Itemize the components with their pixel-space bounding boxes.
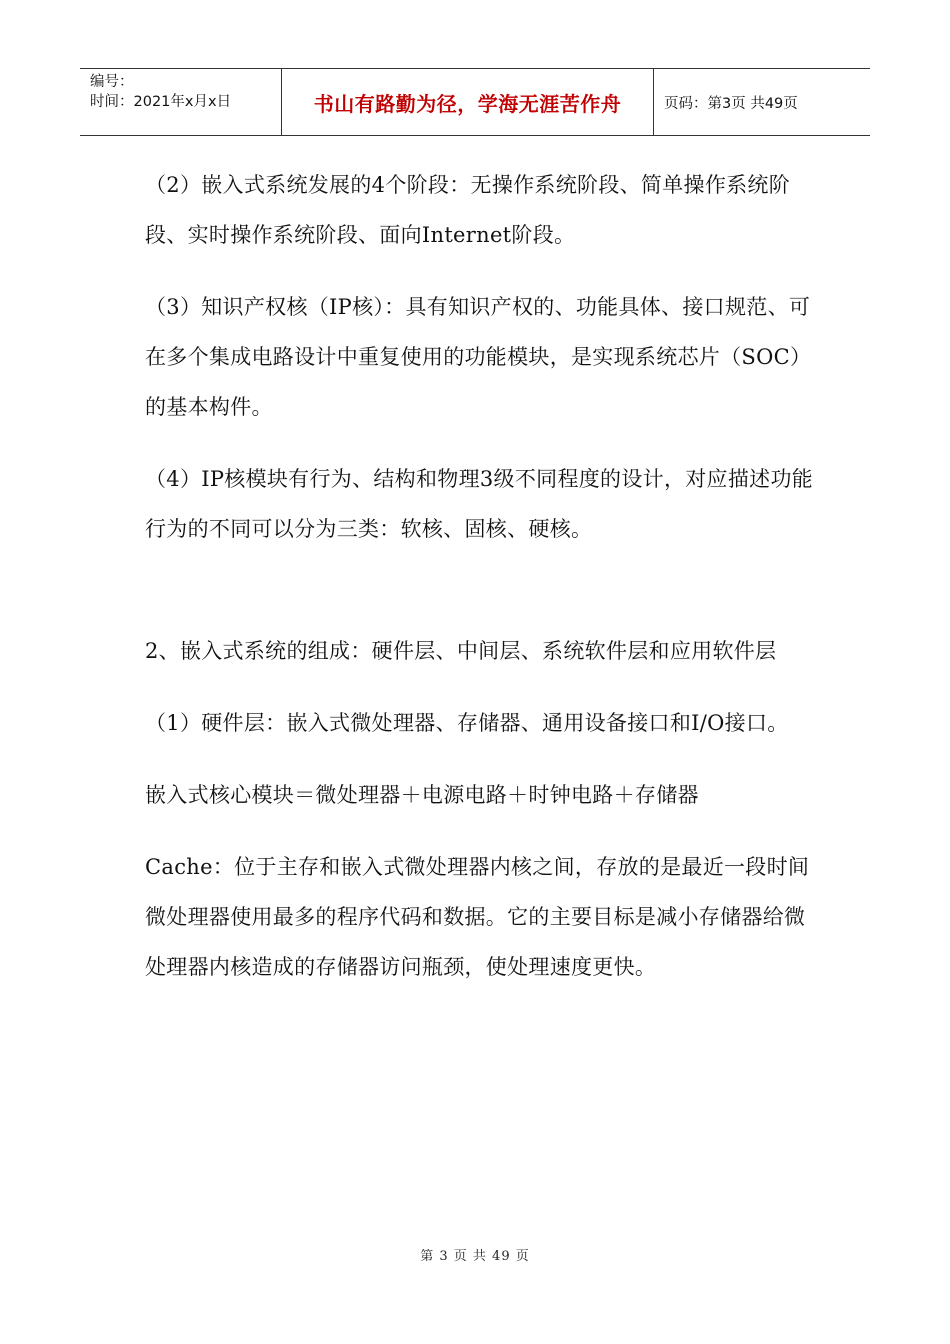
paragraph-dev-stages: （2）嵌入式系统发展的4个阶段：无操作系统阶段、简单操作系统阶段、实时操作系统阶段、面向Internet阶段。 — [145, 173, 791, 247]
document-date: 时间：2021年x月x日 — [90, 94, 232, 110]
page-header — [80, 68, 870, 136]
paragraph-ip-core: （3）知识产权核（IP核）：具有知识产权的、功能具体、接口规范、可在多个集成电路设计中重复使用的功能模块，是实现系统芯片（SOC）的基本构件。 — [145, 295, 812, 419]
paragraph-hardware-layer: （1）硬件层：嵌入式微处理器、存储器、通用设备接口和I/O接口。 — [145, 711, 789, 735]
paragraph-system-composition: 2、嵌入式系统的组成：硬件层、中间层、系统软件层和应用软件层 — [145, 639, 777, 663]
page-footer: 第 3 页 共 49 页 — [420, 1249, 530, 1264]
document-number: 编号： — [90, 74, 134, 90]
document-body — [145, 160, 815, 992]
paragraph-core-module: 嵌入式核心模块＝微处理器＋电源电路＋时钟电路＋存储器 — [145, 783, 699, 807]
header-page-number: 页码：第3页 共49页 — [664, 95, 798, 112]
paragraph-ip-types: （4）IP核模块有行为、结构和物理3级不同程度的设计，对应描述功能行为的不同可以分为三类：软核、固核、硬核。 — [145, 467, 814, 541]
paragraph-cache: Cache：位于主存和嵌入式微处理器内核之间，存放的是最近一段时间微处理器使用最多的程序代码和数据。它的主要目标是减小存储器给微处理器内核造成的存储器访问瓶颈，使处理速度更快。 — [145, 855, 810, 979]
header-motto: 书山有路勤为径，学海无涯苦作舟 — [281, 69, 654, 135]
header-meta — [80, 69, 281, 135]
